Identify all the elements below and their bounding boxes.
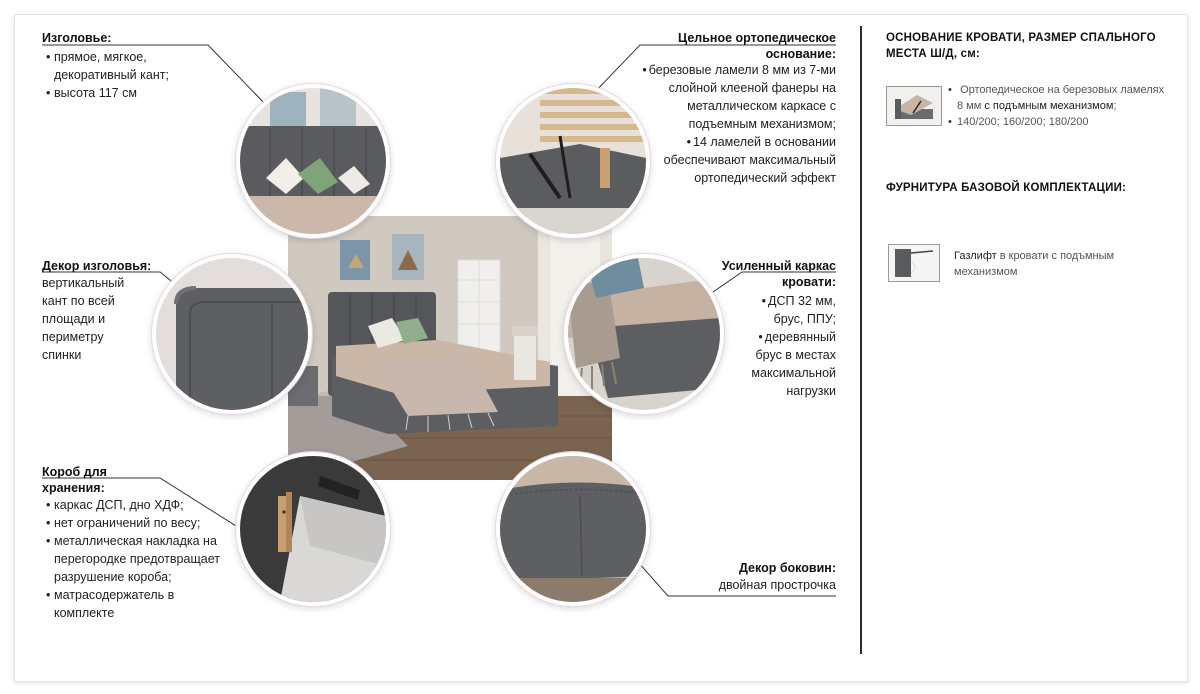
sides-title: Декор боковин: [738,561,836,575]
base-size-heading: ОСНОВАНИЕ КРОВАТИ, РАЗМЕР СПАЛЬНОГО МЕСТА Ш/Д, см: [886,32,1156,60]
bed-lift-icon [886,86,942,126]
list-item: • Ортопедическое на березовых ламелях 8 мм с подъмным механизмом; [946,82,1166,114]
list-item: • 140/200; 160/200; 180/200 [946,114,1166,130]
headboard-decor-circle [152,254,312,414]
frame-title: Усиленный каркас кровати: [721,259,836,289]
base-options-list [946,82,1166,130]
list-item: • прямое, мягкое, декоративный кант; [42,48,212,84]
hardware-heading: ФУРНИТУРА БАЗОВОЙ КОМПЛЕКТАЦИИ: [886,182,1127,194]
list-item: • березовые ламели 8 мм из 7-ми слойной клееной фанеры на металлическом каркасе с подъемным механизмом; [630,61,836,133]
headboard-decor-text: вертикальный кант по всей площади и периметру спинки [42,276,125,362]
headboard-detail-circle [236,84,390,238]
bedroom-photo [288,216,612,480]
storage-title: Короб для хранения: [42,465,107,495]
column-divider [860,26,862,654]
frame-detail-circle [564,254,724,414]
list-item: • металлическая накладка на перегородке предотвращает разрушение короба; [42,532,232,586]
list-item: • каркас ДСП, дно ХДФ; [42,496,232,514]
storage-detail-circle [236,452,390,606]
gas-lift-icon [888,244,940,282]
gas-lift-text: Газлифт в кровати с подъмным механизмом [954,250,1115,278]
list-item: • деревянный брус в местах максимальной нагрузки [740,328,836,400]
storage-list [42,496,232,622]
list-item: • 14 ламелей в основании обеспечивают максимальный ортопедический эффект [630,133,836,187]
headboard-title: Изголовье: [42,31,112,45]
list-item: • высота 117 см [42,84,212,102]
base-title: Цельное ортопедическое основание: [678,31,836,61]
headboard-list [42,48,212,102]
base-list [630,61,836,187]
sides-detail-circle [496,452,650,606]
base-lift-circle [496,84,650,238]
headboard-decor-title: Декор изголовья: [42,259,152,273]
list-item: • ДСП 32 мм, брус, ППУ; [740,292,836,328]
list-item: • нет ограничений по весу; [42,514,232,532]
sides-text: двойная прострочка [718,578,836,592]
frame-list [740,292,836,400]
lift-mechanism-text: с подъмным механизмом [984,100,1114,112]
list-item: • матрасодержатель в комплекте [42,586,232,622]
